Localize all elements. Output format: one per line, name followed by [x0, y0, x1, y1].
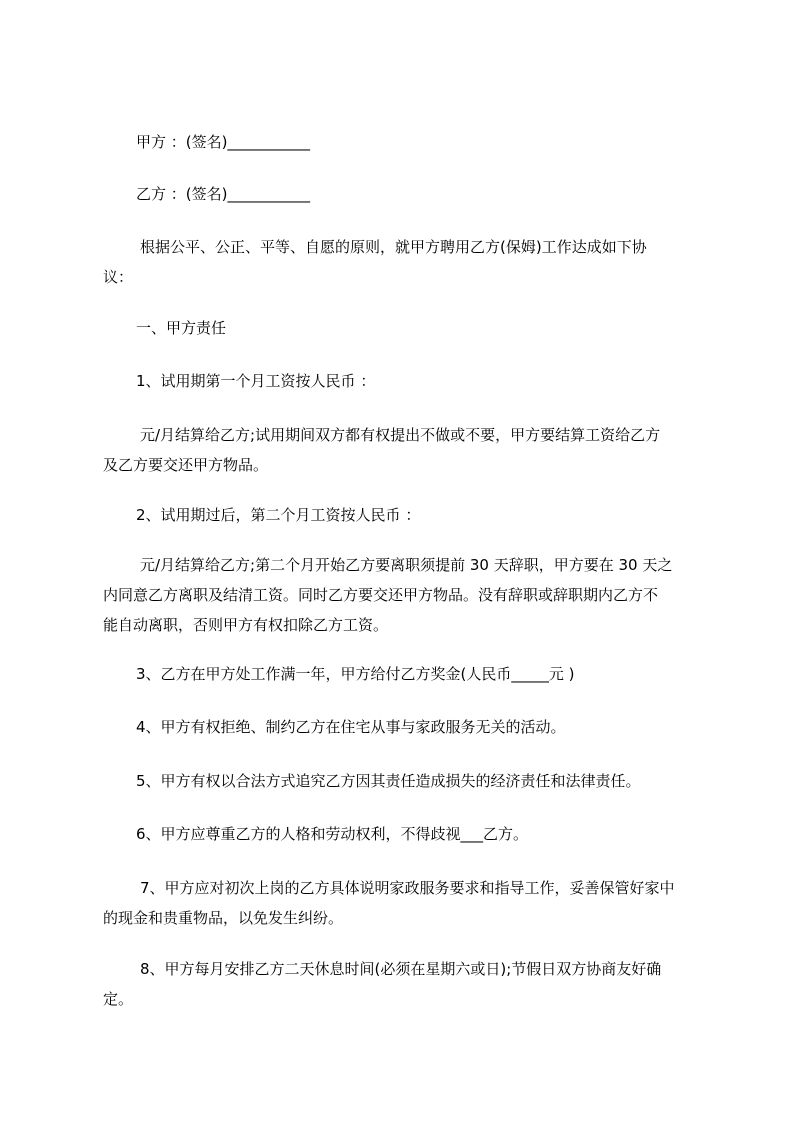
item-2-paragraph [103, 550, 703, 640]
item-1-heading: 1、试用期第一个月工资按人民币 ： [136, 372, 376, 390]
party-b-signature-line: 乙方 ：(签名)___________ [136, 185, 310, 203]
item-1-paragraph [103, 420, 703, 480]
item-2-line-3: 能自动离职，否则甲方有权扣除乙方工资。 [103, 616, 389, 634]
intro-line-2: 议： [103, 268, 134, 286]
item-1-line-2: 及乙方要交还甲方物品。 [103, 456, 269, 474]
item-7-line-1: 7、甲方应对初次上岗的乙方具体说明家政服务要求和指导工作，妥善保管好家中 [140, 879, 675, 897]
item-2-line-2: 内同意乙方离职及结清工资。同时乙方要交还甲方物品。没有辞职或辞职期内乙方不 [103, 586, 659, 604]
item-4: 4、甲方有权拒绝、制约乙方在住宅从事与家政服务无关的活动。 [136, 718, 566, 736]
item-1-line-1: 元/月结算给乙方;试用期间双方都有权提出不做或不要，甲方要结算工资给乙方 [140, 426, 661, 444]
item-8-line-1: 8、甲方每月安排乙方二天休息时间(必须在星期六或日);节假日双方协商友好确 [140, 960, 662, 978]
item-7-line-2: 的现金和贵重物品，以免发生纠纷。 [103, 909, 344, 927]
section-title: 一、甲方责任 [136, 319, 227, 337]
item-7-paragraph [103, 873, 703, 933]
item-6: 6、甲方应尊重乙方的人格和劳动权利，不得歧视___乙方。 [136, 825, 529, 843]
party-a-signature-line: 甲方 ：(签名)___________ [136, 133, 310, 151]
intro-paragraph [103, 232, 703, 292]
item-8-line-2: 定。 [103, 990, 134, 1008]
intro-line-1: 根据公平、公正、平等、自愿的原则，就甲方聘用乙方(保姆)工作达成如下协 [140, 238, 647, 256]
item-2-line-1: 元/月结算给乙方;第二个月开始乙方要离职须提前 30 天辞职，甲方要在 30 天之 [140, 556, 673, 574]
item-5: 5、甲方有权以合法方式追究乙方因其责任造成损失的经济责任和法律责任。 [136, 772, 641, 790]
item-2-heading: 2、试用期过后，第二个月工资按人民币 ： [136, 506, 421, 524]
item-8-paragraph [103, 954, 703, 1014]
item-3: 3、乙方在甲方处工作满一年，甲方给付乙方奖金(人民币_____元 ) [136, 665, 575, 683]
